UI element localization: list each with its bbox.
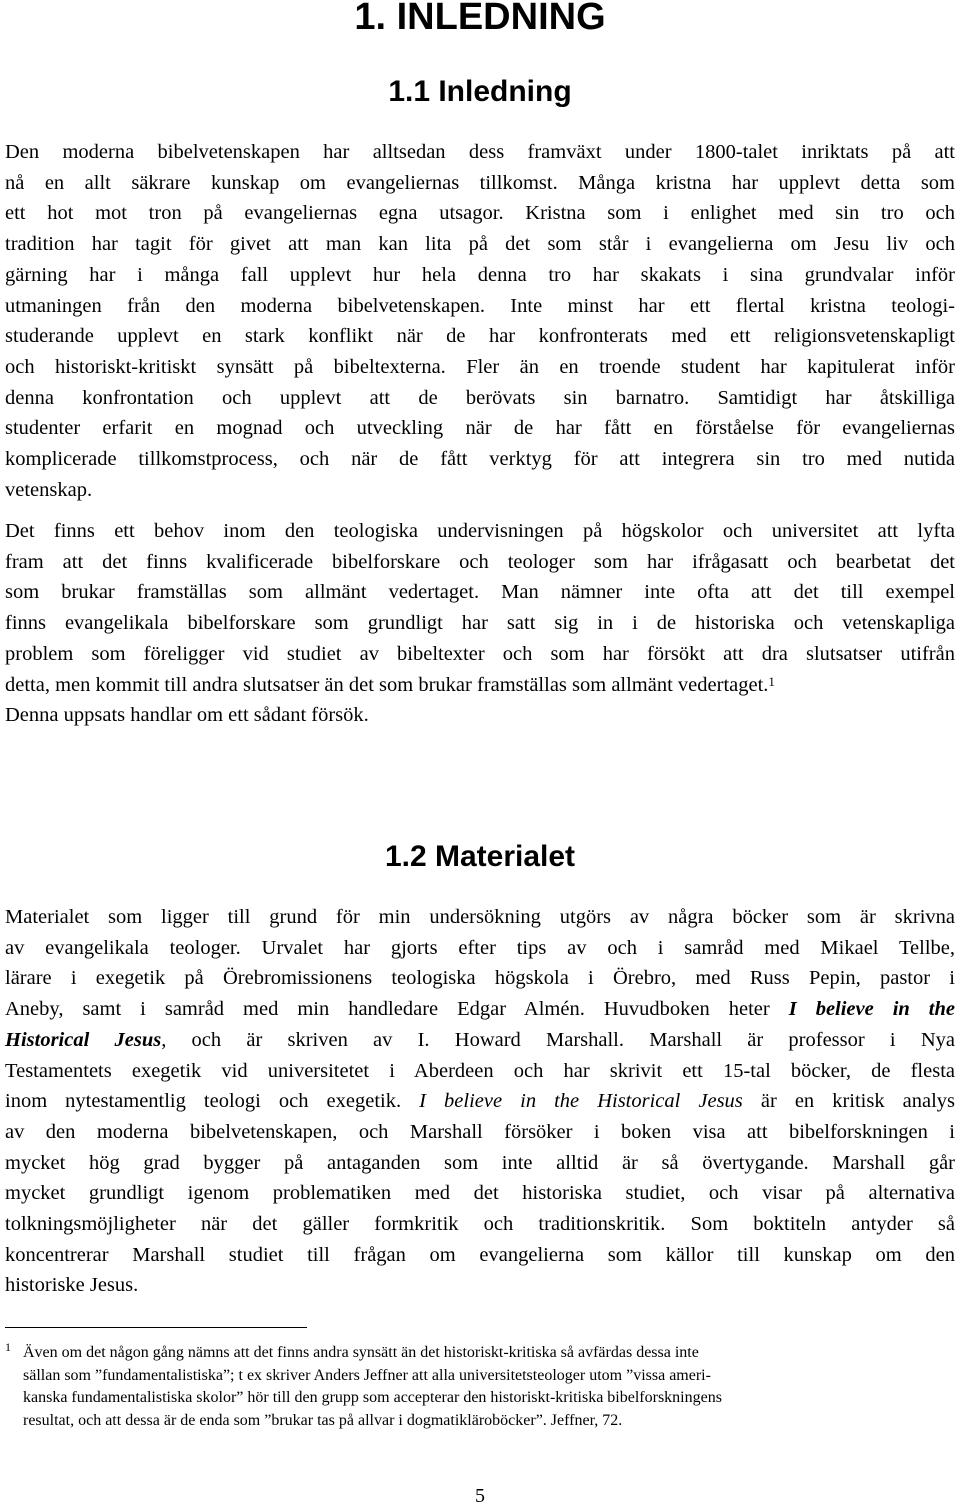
paragraph-line: studerande upplevt en stark konflikt när de har konfronterats med ett religionsvetenskapligt bbox=[5, 325, 955, 348]
paragraph-line: som brukar framställas som allmänt vedertaget. Man nämner inte ofta att det till exempel bbox=[5, 581, 955, 604]
footnote-text bbox=[23, 1342, 925, 1432]
paragraph-line: ett hot mot tron på evangeliernas egna utsagor. Kristna som i enlighet med sin tro och bbox=[5, 202, 955, 225]
paragraph-line bbox=[5, 1086, 955, 1117]
paragraph-text: Aneby, samt i samråd med min handledare Edgar Almén. Huvudboken heter bbox=[5, 998, 770, 1021]
paragraph-line: koncentrerar Marshall studiet till frågan om evangelierna som källor till kunskap om den bbox=[5, 1243, 955, 1266]
paragraph-line: fram att det finns kvalificerade bibelforskare och teologer som har ifrågasatt och bearbetat det bbox=[5, 550, 955, 573]
book-title: Historical Jesus bbox=[5, 1028, 162, 1051]
paragraph-line: Den moderna bibelvetenskapen har alltsedan dess framväxt under 1800-talet inriktats på att bbox=[5, 141, 955, 163]
paragraph-line: utmaningen från den moderna bibelvetenskapen. Inte minst har ett flertal kristna teologi- bbox=[5, 294, 955, 317]
paragraph-text: , och är skriven av I. Howard Marshall. Marshall är professor i Nya bbox=[161, 1028, 955, 1051]
paragraph-line bbox=[5, 670, 955, 701]
footnote-line: kanska fundamentalistiska skolor” hör till den grupp som accepterar den historiskt-kritiska bibelforskningens bbox=[23, 1389, 722, 1406]
paragraph-text: är en kritisk analys bbox=[760, 1090, 956, 1113]
paragraph-line: tolkningsmöjligheter när det gäller formkritik och traditionskritik. Som boktiteln antyder så bbox=[5, 1213, 955, 1236]
paragraph-line: Denna uppsats handlar om ett sådant försök. bbox=[5, 704, 369, 727]
paragraph-line: Materialet som ligger till grund för min undersökning utgörs av några böcker som är skrivna bbox=[5, 906, 955, 928]
chapter-heading: 1. INLEDNING bbox=[354, 0, 606, 38]
paragraph-line: nå en allt säkrare kunskap om evangeliernas tillkomst. Många kristna har upplevt detta som bbox=[5, 171, 955, 194]
paragraph-line: av evangelikala teologer. Urvalet har gjorts efter tips av och i samråd med Mikael Tellbe, bbox=[5, 936, 955, 959]
footnote-separator bbox=[5, 1327, 307, 1328]
book-title: I believe in the bbox=[788, 998, 956, 1021]
paragraph-line: problem som föreligger vid studiet av bibeltexter och som har försökt att dra slutsatser utifrån bbox=[5, 642, 955, 665]
paragraph-line: lärare i exegetik på Örebromissionens teologiska högskola i Örebro, med Russ Pepin, pastor i bbox=[5, 967, 955, 990]
paragraph-line: Det finns ett behov inom den teologiska undervisningen på högskolor och universitet att lyfta bbox=[5, 520, 955, 542]
section-heading-materialet: 1.2 Materialet bbox=[384, 840, 576, 873]
footnote-line: sällan som ”fundamentalistiska”; t ex skriver Anders Jeffner att alla universitetsteologer utom ”vissa ameri- bbox=[23, 1366, 711, 1384]
paragraph-text: detta, men kommit till andra slutsatser än det som brukar framställas som allmänt vedertaget. bbox=[5, 673, 769, 696]
paragraph-line: av den moderna bibelvetenskapen, och Marshall försöker i boken visa att bibelforskningen i bbox=[5, 1120, 955, 1143]
page-number: 5 bbox=[475, 1485, 485, 1507]
paragraph-line: finns evangelikala bibelforskare som grundligt har satt sig in i de historiska och vetenskapliga bbox=[5, 612, 955, 635]
paragraph-line: denna konfrontation och upplevt att de berövats sin barnatro. Samtidigt har åtskilliga bbox=[5, 386, 955, 409]
paragraph-line: tradition har tagit för givet att man kan lita på det som står i evangelierna om Jesu liv och bbox=[5, 233, 955, 256]
paragraph-text: inom nytestamentlig teologi och exegetik. bbox=[5, 1090, 402, 1113]
paragraph-line bbox=[5, 1025, 955, 1056]
section-heading-inledning: 1.1 Inledning bbox=[388, 75, 572, 108]
paragraph-line bbox=[5, 994, 955, 1025]
footnote-number: 1 bbox=[5, 1340, 11, 1354]
paragraph-line: gärning har i många fall upplevt hur hela denna tro har skakats i sina grundvalar inför bbox=[5, 263, 955, 286]
paragraph-line: vetenskap. bbox=[5, 478, 93, 501]
footnote-line: resultat, och att dessa är de enda som ”brukar tas på allvar i dogmatikläroböcker”. Jeffner, 72. bbox=[23, 1411, 623, 1429]
book-title: I believe in the Historical Jesus bbox=[419, 1090, 743, 1113]
paragraph-materialet bbox=[5, 902, 955, 1301]
footnote-line: Även om det någon gång nämns att det finns andra synsätt än det historiskt-kritiska så avfärdas dessa inte bbox=[23, 1344, 699, 1361]
paragraph-line: studenter erfarit en mognad och utveckling när de har fått en förståelse för evangeliernas bbox=[5, 417, 955, 440]
footnote bbox=[5, 1342, 925, 1432]
paragraph-line: mycket hög grad bygger på antaganden som inte alltid är så övertygande. Marshall går bbox=[5, 1151, 955, 1174]
paragraph-line: Testamentets exegetik vid universitetet i Aberdeen och har skrivit ett 15-tal böcker, de flesta bbox=[5, 1059, 955, 1082]
footnote-reference[interactable]: 1 bbox=[768, 673, 775, 689]
paragraph-line: och historiskt-kritiskt synsätt på bibeltexterna. Fler än en troende student har kapitulerat inför bbox=[5, 355, 955, 378]
paragraph-intro-1 bbox=[5, 137, 955, 505]
paragraph-line: komplicerade tillkomstprocess, och när de fått verktyg för att integrera sin tro med nutida bbox=[5, 448, 955, 471]
paragraph-intro-2 bbox=[5, 516, 955, 731]
paragraph-line: mycket grundligt igenom problematiken med det historiska studiet, och visar på alternativa bbox=[5, 1182, 955, 1205]
paragraph-line: historiske Jesus. bbox=[5, 1274, 139, 1297]
